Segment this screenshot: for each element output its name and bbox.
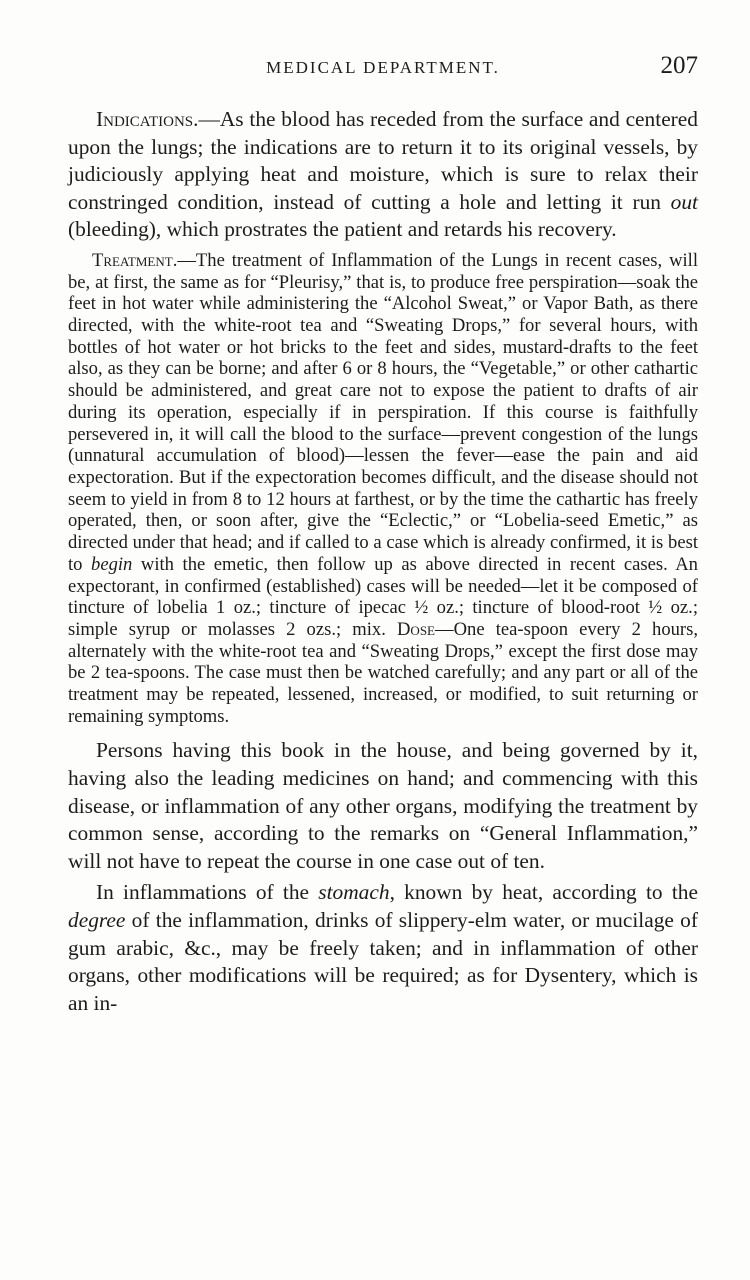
indications-text-1: .—As the blood has receded from the surface and centered upon the lungs; the indications are to return it to its original vessels, by judiciously applying heat and moisture, which is sure to relax their constringed condition, instead of cutting a hole and letting it run [68,107,698,214]
treatment-text-1: .—The treatment of Inflammation of the Lungs in recent cases, will be, at first, the same as for “Pleurisy,” that is, to produce free perspiration—soak the feet in hot water while administering the “Alcohol Sweat,” or Vapor Bath, as there directed, with the white-root tea and “Sweating Drops,” for several hours, with bottles of hot water or hot bricks to the feet and sides, mustard-drafts to the feet also, as they can be borne; and after 6 or 8 hours, the “Vegetable,” or other cathartic should be administered, and great care not to expose the patient to drafts of air during its operation, especially if in perspiration. If this course is faithfully persevered in, it will call the blood to the surface—prevent congestion of the lungs (unnatural accumulation of blood)—lessen the fever—ease the pain and aid expectoration. But if the expectoration becomes difficult, and the disease should not seem to yield in from 8 to 12 hours at farthest, or by the time the cathartic has freely operated, then, or soon after, give the “Eclectic,” or “Lobelia-seed Emetic,” as directed under that head; and if called to a case which is already confirmed, it is best to [68,249,698,575]
inflammations-emphasis-degree: degree [68,908,126,932]
treatment-emphasis: begin [91,553,133,575]
paragraph-treatment [68,250,698,727]
paragraph-inflammations [68,879,698,1017]
treatment-text-3: —One tea-spoon every 2 hours, alternately with the white-root tea and “Sweating Drops,” except the first dose may be 2 tea-spoons. The case must then be watched carefully; and any part or all of the treatment may be repeated, lessened, increased, or modified, to suit returning or remaining symptoms. [68,618,698,727]
indications-heading: Indications [96,107,194,131]
treatment-heading: Treatment [92,249,173,271]
paragraph-indications [68,106,698,244]
running-head: MEDICAL DEPARTMENT. [266,58,500,77]
page-header [68,52,698,82]
persons-text: Persons having this book in the house, and being governed by it, having also the leading medicines on hand; and commencing with this disease, or inflammation of any other organs, modifying the treatment by common sense, according to the remarks on “General Inflammation,” will not have to repeat the course in one case out of ten. [68,738,698,873]
inflammations-text-3: of the inflammation, drinks of slippery-elm water, or mucilage of gum arabic, &c., may be freely taken; and in inflammation of other organs, other modifications will be required; as for Dysentery, which is an in- [68,908,698,1015]
inflammations-emphasis-stomach: stomach [318,880,390,905]
paragraph-persons [68,737,698,875]
inflammations-text-2: , known by heat, according to the [389,880,698,905]
indications-emphasis: out [670,189,698,214]
treatment-text-2: with the emetic, then follow up as above directed in recent cases. An expectorant, in confirmed (established) cases will be needed—let it be composed of tincture of lobelia 1 oz.; tincture of ipecac ½ oz.; tincture of blood-root ½ oz.; simple syrup or molasses 2 ozs.; mix. [68,553,698,640]
page-number: 207 [660,52,698,79]
inflammations-text-1: In inflammations of the [96,880,319,905]
dose-heading: Dose [397,618,435,640]
indications-text-2: (bleeding), which prostrates the patient and retards his recovery. [68,217,617,242]
body-text [68,106,698,1017]
